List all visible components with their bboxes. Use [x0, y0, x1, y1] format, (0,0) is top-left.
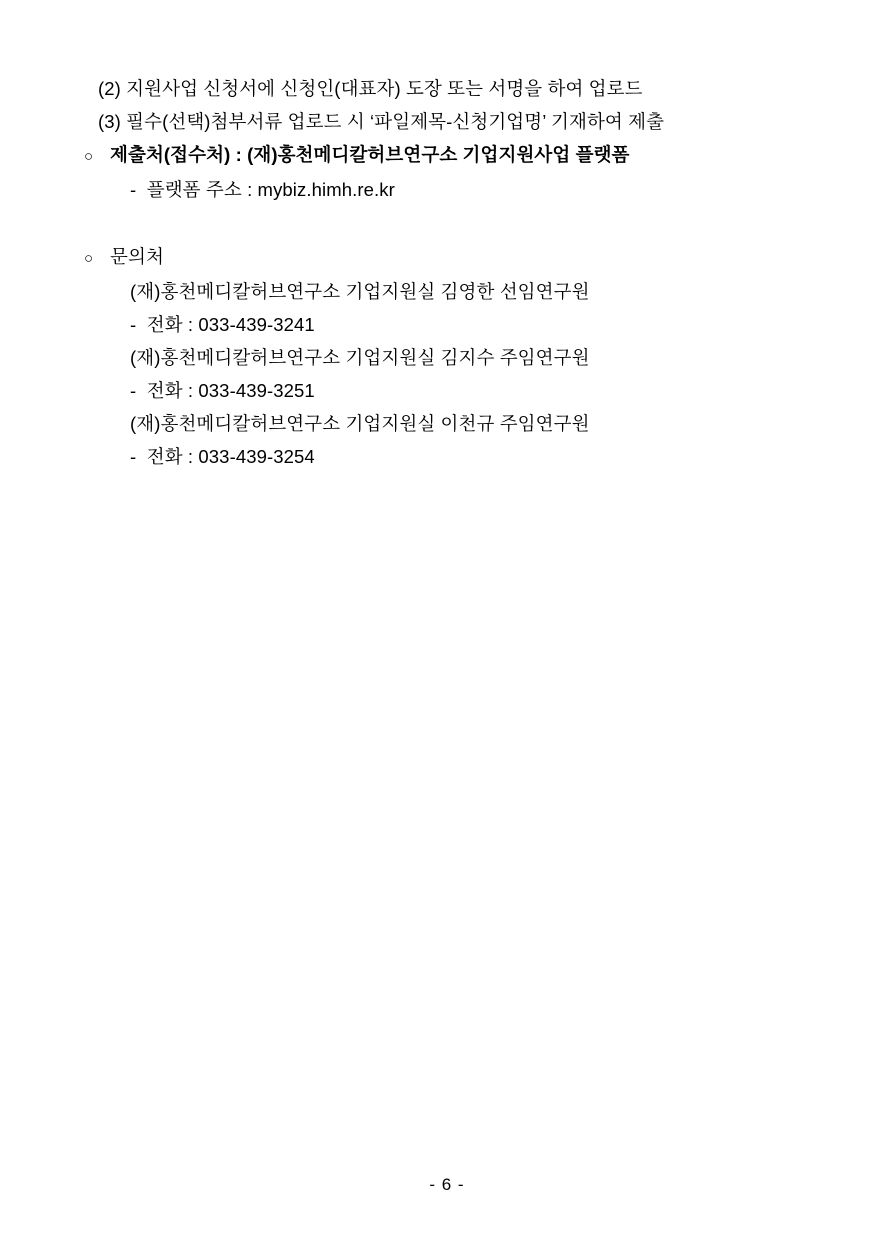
- platform-address-line: - 플랫폼 주소 : mybiz.himh.re.kr: [130, 179, 395, 200]
- circle-bullet-icon: ○: [84, 148, 94, 165]
- list-item-3: (3) 필수(선택)첨부서류 업로드 시 ‘파일제목-신청기업명’ 기재하여 제출: [98, 111, 665, 132]
- submission-heading: [84, 138, 814, 173]
- list-item-2: (2) 지원사업 신청서에 신청인(대표자) 도장 또는 서명을 하여 업로드: [98, 78, 643, 99]
- section-spacer: [84, 206, 814, 240]
- contact-heading-label: 문의처: [110, 246, 164, 267]
- contact-person-3: (재)홍천메디칼허브연구소 기업지원실 이천규 주임연구원: [130, 413, 590, 434]
- contact-phone-3: - 전화 : 033-439-3254: [130, 446, 315, 467]
- document-body: [84, 72, 814, 473]
- contact-phone-1: - 전화 : 033-439-3241: [130, 314, 315, 335]
- contact-person-2: (재)홍천메디칼허브연구소 기업지원실 김지수 주임연구원: [130, 347, 590, 368]
- contact-heading: [84, 240, 814, 275]
- submission-heading-label: 제출처(접수처) : (재)홍천메디칼허브연구소 기업지원사업 플랫폼: [110, 144, 630, 165]
- contact-phone-2: - 전화 : 033-439-3251: [130, 380, 315, 401]
- page-number: - 6 -: [429, 1175, 465, 1194]
- circle-bullet-icon: ○: [84, 250, 94, 267]
- contact-person-1: (재)홍천메디칼허브연구소 기업지원실 김영한 선임연구원: [130, 281, 590, 302]
